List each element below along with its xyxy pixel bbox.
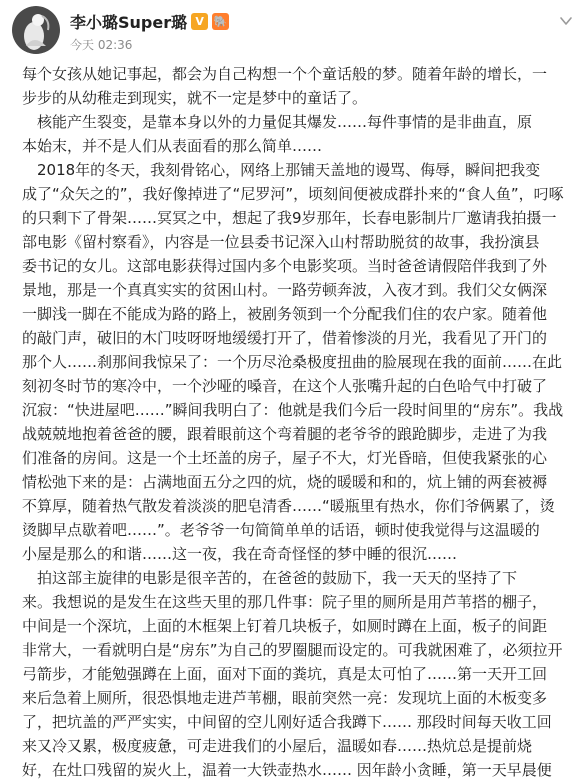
post-text-line: 沉寂：“快进屋吧……”瞬间我明白了：他就是我们今后一段时间里的“房东”。我战 [22, 401, 564, 419]
post-text-line: 步步的从幼稚走到现实，就不一定是梦中的童话了。 [22, 89, 368, 107]
post-text-line: 核能产生裂变，是靠本身以外的力量促其爆发……每件事情的是非曲直，原 [22, 113, 533, 131]
post-text-line: 中间是一个深坑，上面的木框架上钉着几块板子，如厕时蹲在上面，板子的间距 [22, 617, 548, 635]
post-text-line: 委书记的女儿。这部电影获得过国内多个电影奖项。当时爸爸请假陪伴我到了外 [22, 257, 548, 275]
post-text-line: 部电影《留村察看》，内容是一位县委书记深入山村帮助脱贫的故事，我扮演县 [22, 233, 540, 251]
post-text-line: 来。我想说的是发生在这些天里的那几件事：院子里的厕所是用芦苇搭的棚子， [22, 593, 548, 611]
avatar-icon [12, 6, 60, 54]
post-text-line: 战兢兢地抱着爸爸的腰，跟着眼前这个弯着腿的老爷爷的踉跄脚步，走进了为我 [22, 425, 548, 443]
post-text-line: 小屋是那么的和谐……这一夜，我在奇奇怪怪的梦中睡的很沉…… [22, 545, 458, 563]
post-text-line: 弓箭步，才能勉强蹲在上面，面对下面的粪坑，真是太可怕了……第一天开工回 [22, 665, 548, 683]
post-text-line: 好，在灶口残留的炭火上，温着一大铁壶热水…… 因年龄小贪睡，第一天早晨便 [22, 761, 552, 779]
post-text-line: 不算厚，随着热气散发着淡淡的肥皂清香……“暖瓶里有热水，你们爷俩累了，烫 [22, 497, 555, 515]
post-content [22, 62, 572, 782]
post-text-line: 那个人……刹那间我惊呆了：一个历尽沧桑极度扭曲的脸展现在我的面前……在此 [22, 353, 563, 371]
post-text-line: 非常大，一看就明白是“房东”为自己的罗圈腿而设定的。可我就困难了，必须拉开 [22, 641, 563, 659]
post-text-line: 烫脚早点歇着吧……”。老爷爷一句简简单单的话语，顿时使我觉得与这温暖的 [22, 521, 540, 539]
post-text-line: 本始末，并不是人们从表面看的那么简单…… [22, 137, 323, 155]
post-text-line: 每个女孩从她记事起，都会为自己构想一个个童话般的梦。随着年龄的增长，一 [22, 65, 548, 83]
post-text-line: 景地，那是一个真真实实的贫困山村。一路劳顿奔波，入夜才到。我们父女俩深 [22, 281, 548, 299]
post-text-line: 来后急着上厕所，很恐惧地走进芦苇棚，眼前突然一亮：发现坑上面的木板变多 [22, 689, 548, 707]
post-text-line: 2018年的冬天，我刻骨铭心，网络上那铺天盖地的谩骂、侮辱，瞬间把我变 [22, 161, 541, 179]
post-text-line: 成了“众矢之的”，我好像掉进了“尼罗河”，顷刻间便被成群扑来的“食人鱼”，叼啄 [22, 185, 564, 203]
vip-badge-icon: 🐘 [213, 15, 228, 28]
avatar[interactable] [12, 6, 60, 54]
post-text-line: 了，把坑盖的严严实实，中间留的空儿刚好适合我蹲下…… 那段时间每天收工回 [22, 713, 552, 731]
post-text-line: 刻初冬时节的寒冷中，一个沙哑的嗓音，在这个人张嘴升起的白色哈气中打破了 [22, 377, 548, 395]
chevron-down-icon[interactable] [559, 14, 573, 28]
post-header [0, 0, 587, 60]
post-text-line: 的敲门声，破旧的木门吱呀呀地缓缓打开了，借着惨淡的月光，我看见了开门的 [22, 329, 548, 347]
post-text-line: 来又冷又累，极度疲惫，可走进我们的小屋后，温暖如春……热炕总是提前烧 [22, 737, 533, 755]
post-text-line: 情松弛下来的是：占满地面五分之四的炕，烧的暖暖和和的，炕上铺的两套被褥 [22, 473, 548, 491]
post-text-line: 的只剩下了骨架……冥冥之中，想起了我9岁那年，长春电影制片厂邀请我拍摄一 [22, 209, 557, 227]
post-time: 今天 02:36 [70, 38, 133, 52]
post-text-line: 们准备的房间。这是一个土坯盖的房子，屋子不大，灯光昏暗，但使我紧张的心 [22, 449, 548, 467]
post-text-line: 一脚浅一脚在不能成为路的路上，被剧务领到一个分配我们住的农户家。随着他 [22, 305, 548, 323]
user-name-row [70, 10, 229, 33]
post-text-line: 拍这部主旋律的电影是很辛苦的，在爸爸的鼓励下，我一天天的坚持了下 [22, 569, 518, 587]
user-name[interactable]: 李小璐Super璐 [70, 13, 188, 32]
verified-badge-icon: V [191, 13, 208, 30]
